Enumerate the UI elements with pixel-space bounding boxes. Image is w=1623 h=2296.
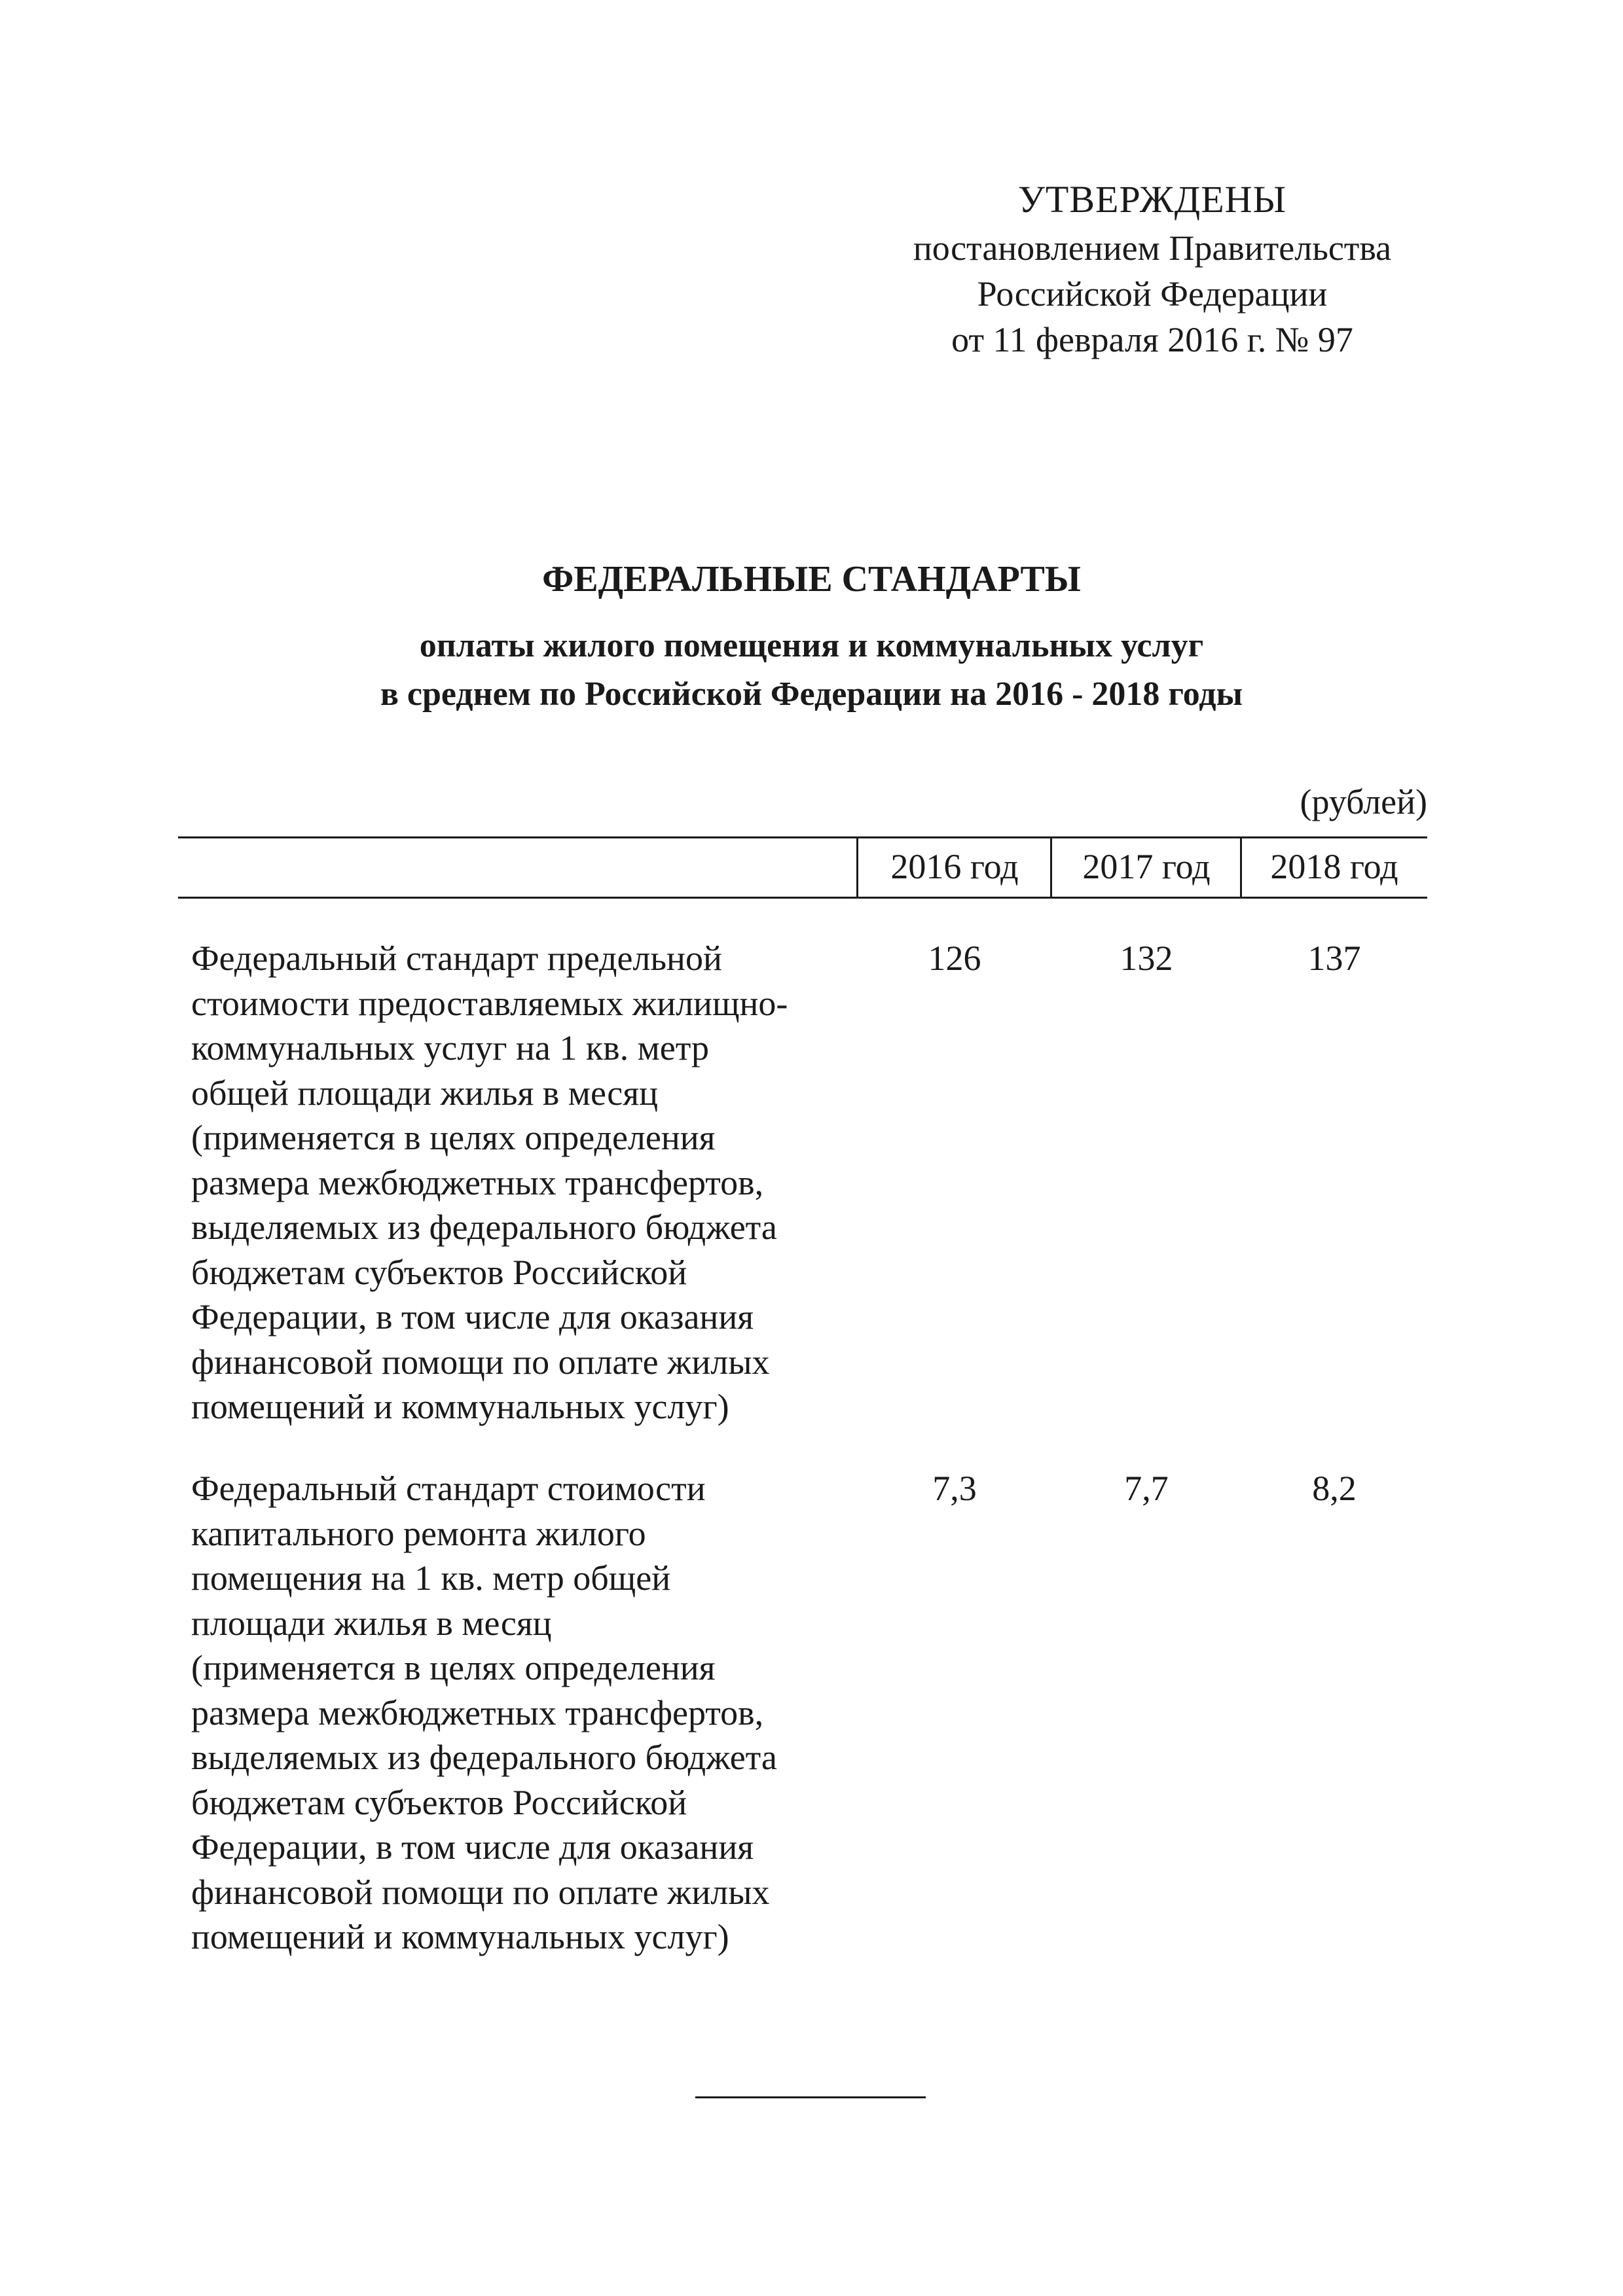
description-line: (применяется в целях определения: [191, 1118, 716, 1157]
value-2017: 132: [1120, 939, 1173, 978]
description-line: (применяется в целях определения: [191, 1648, 716, 1687]
approval-line-federation: Российской Федерации: [977, 274, 1328, 314]
subtitle-line-2: в среднем по Российской Федерации на 2016 - 2018 годы: [380, 675, 1243, 713]
description-line: помещений и коммунальных услуг): [191, 1387, 729, 1426]
value-2018: 137: [1307, 939, 1361, 978]
description-line: выделяемых из федерального бюджета: [191, 1738, 777, 1777]
description-line: коммунальных услуг на 1 кв. метр: [191, 1028, 709, 1067]
description-line: Федеральный стандарт стоимости: [191, 1469, 706, 1508]
value-2017: 7,7: [1124, 1469, 1169, 1508]
value-2018: 8,2: [1312, 1469, 1357, 1508]
column-header-2017: 2017 год: [1082, 847, 1211, 886]
description-line: Федеральный стандарт предельной: [191, 939, 722, 978]
document-subtitle: [0, 622, 1623, 719]
description-line: Федерации, в том числе для оказания: [191, 1297, 754, 1336]
description-line: выделяемых из федерального бюджета: [191, 1208, 777, 1247]
description-line: размера межбюджетных трансфертов,: [191, 1162, 764, 1202]
subtitle-line-1: оплаты жилого помещения и коммунальных услуг: [419, 627, 1204, 664]
description-line: размера межбюджетных трансфертов,: [191, 1693, 764, 1732]
value-2016: 7,3: [932, 1469, 977, 1508]
column-header-2016: 2016 год: [890, 847, 1019, 886]
description-line: Федерации, в том числе для оказания: [191, 1827, 754, 1867]
description-line: бюджетам субъектов Российской: [191, 1252, 687, 1292]
description-line: финансовой помощи по оплате жилых: [191, 1872, 770, 1912]
row-description: [191, 1466, 846, 1960]
description-line: финансовой помощи по оплате жилых: [191, 1342, 770, 1382]
description-line: помещения на 1 кв. метр общей: [191, 1558, 671, 1598]
description-line: площади жилья в месяц: [191, 1603, 552, 1643]
table-header-bottom-rule: [178, 897, 1427, 899]
end-of-document-rule: [695, 2096, 926, 2098]
approval-stamp: [871, 177, 1434, 363]
description-line: капитального ремонта жилого: [191, 1513, 646, 1553]
column-header-2018: 2018 год: [1270, 847, 1398, 886]
approval-title: УТВЕРЖДЕНЫ: [1017, 178, 1287, 221]
approval-line-decree: постановлением Правительства: [913, 228, 1392, 268]
row-description: [191, 936, 846, 1429]
unit-label: (рублей): [1300, 782, 1427, 821]
approval-line-date-number: от 11 февраля 2016 г. № 97: [951, 320, 1353, 359]
value-2016: 126: [928, 939, 981, 978]
description-line: бюджетам субъектов Российской: [191, 1782, 687, 1822]
description-line: общей площади жилья в месяц: [191, 1073, 658, 1113]
document-title: ФЕДЕРАЛЬНЫЕ СТАНДАРТЫ: [542, 559, 1081, 600]
description-line: стоимости предоставляемых жилищно-: [191, 983, 788, 1023]
description-line: помещений и коммунальных услуг): [191, 1917, 729, 1956]
